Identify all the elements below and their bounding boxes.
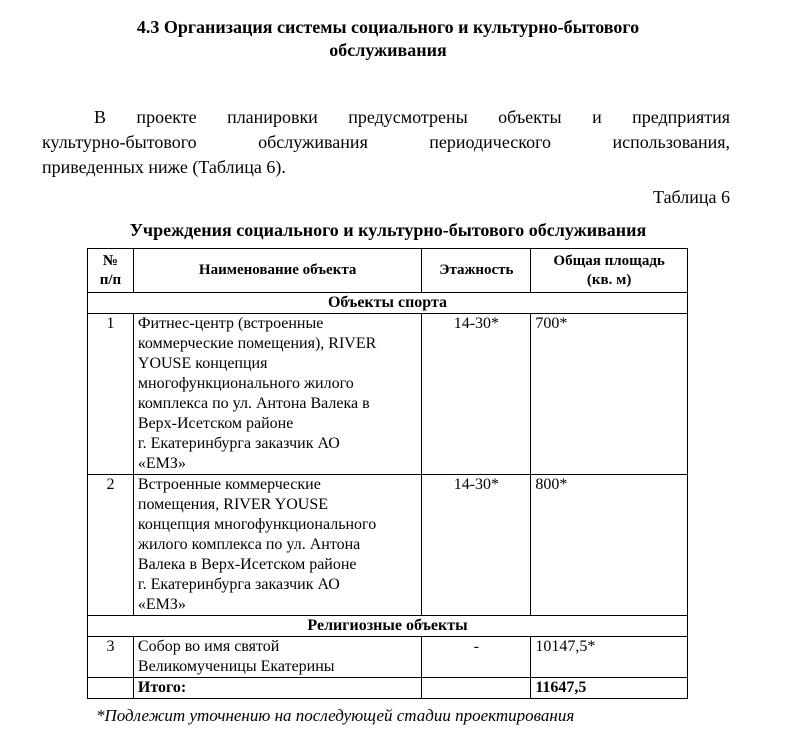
row-area: 700* [531,314,688,475]
header-floors: Этажность [422,249,531,293]
intro-paragraph [42,105,730,180]
row-floors: 14-30* [422,314,531,475]
total-floors-cell [422,678,531,699]
group-row-religious [88,616,688,637]
table-row [88,475,688,616]
facilities-table [87,248,688,699]
section-title-line-2: обслуживания [329,40,447,60]
header-area: Общая площадь (кв. м) [531,249,688,293]
group-label: Религиозные объекты [88,616,688,637]
header-name: Наименование объекта [133,249,422,293]
group-row-sport [88,293,688,314]
row-floors: 14-30* [422,475,531,616]
table-number-label: Таблица 6 [653,187,730,207]
row-name: Собор во имя святой Великомученицы Екатерины [133,637,422,678]
row-name: Фитнес-центр (встроенные коммерческие помещения), RIVER YOUSE концепция многофункционального жилого комплекса по ул. Антона Валека в Верх-Исетском районе г. Екатеринбурга заказчик АО «ЕМЗ» [133,314,422,475]
intro-line-2: культурно-бытового обслуживания периодического использования, [42,132,730,152]
section-title [60,16,716,62]
total-row [88,678,688,699]
section-title-line-1: 4.3 Организация системы социального и культурно-бытового [136,17,640,37]
row-name: Встроенные коммерческие помещения, RIVER YOUSE концепция многофункционального жилого комплекса по ул. Антона Валека в Верх-Исетском районе г. Екатеринбурга заказчик АО «ЕМЗ» [133,475,422,616]
total-area: 11647,5 [531,678,688,699]
row-num: 2 [88,475,134,616]
row-area: 10147,5* [531,637,688,678]
total-num-cell [88,678,134,699]
table-row [88,637,688,678]
row-floors: - [422,637,531,678]
intro-line-3: приведенных ниже (Таблица 6). [42,157,286,177]
row-num: 3 [88,637,134,678]
row-area: 800* [531,475,688,616]
intro-line-1: В проекте планировки предусмотрены объекты и предприятия [94,107,730,127]
table-row [88,314,688,475]
group-label: Объекты спорта [88,293,688,314]
footnote: *Подлежит уточнению на последующей стадии проектирования [96,706,575,725]
total-label: Итого: [133,678,422,699]
table-header-row [88,249,688,293]
table-title: Учреждения социального и культурно-бытового обслуживания [129,220,647,240]
header-num: № п/п [88,249,134,293]
row-num: 1 [88,314,134,475]
